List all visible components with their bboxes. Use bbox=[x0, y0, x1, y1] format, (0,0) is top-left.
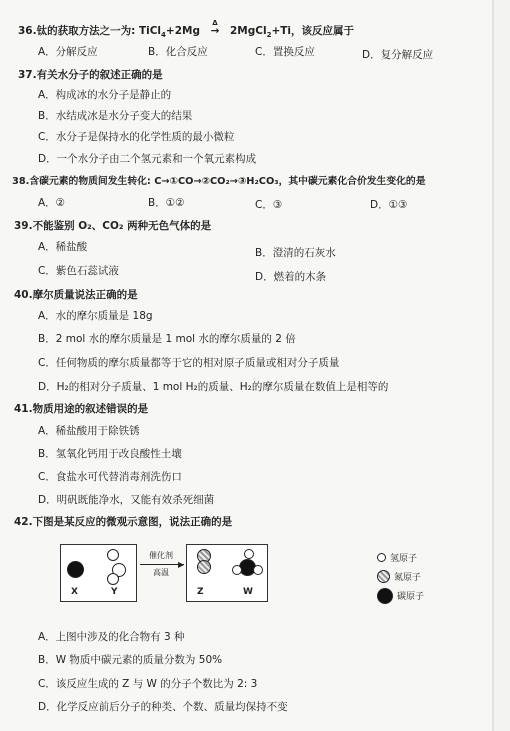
q39-option-c: C．紫色石蕊试液 bbox=[38, 265, 119, 277]
q40-stem: 40.摩尔质量说法正确的是 bbox=[14, 289, 138, 301]
nitrogen-atom-icon bbox=[377, 570, 390, 583]
hydrogen-atom-icon bbox=[377, 553, 386, 562]
reaction-diagram bbox=[60, 538, 350, 608]
q36-stem: 36.钛的获取方法之一为: TiCl$_4$+2Mg Δ → 2MgCl$_2$+Ti，该反应属于 bbox=[18, 19, 354, 40]
q40-option-b: B．2 mol 水的摩尔质量是 1 mol 水的摩尔质量的 2 倍 bbox=[38, 333, 296, 345]
label-x: X bbox=[71, 587, 78, 597]
q38-option-c: C．③ bbox=[255, 199, 283, 211]
q41-option-a: A．稀盐酸用于除铁锈 bbox=[38, 425, 140, 437]
q42-option-c: C．该反应生成的 Z 与 W 的分子个数比为 2: 3 bbox=[38, 678, 258, 690]
q38-option-d: D．①③ bbox=[370, 199, 408, 211]
q42-option-d: D．化学反应前后分子的种类、个数、质量均保持不变 bbox=[38, 701, 288, 713]
q42-option-a: A．上图中涉及的化合物有 3 种 bbox=[38, 631, 185, 643]
legend-nitrogen: 氮原子 bbox=[377, 567, 424, 586]
q38-option-b: B．①② bbox=[148, 197, 185, 209]
q37-option-d: D．一个水分子由二个氢元素和一个氧元素构成 bbox=[38, 153, 257, 165]
q42-option-b: B．W 物质中碳元素的质量分数为 50% bbox=[38, 654, 223, 666]
q37-option-c: C．水分子是保持水的化学性质的最小微粒 bbox=[38, 131, 235, 143]
nitrogen-atom bbox=[197, 560, 211, 574]
q37-option-a: A．构成冰的水分子是静止的 bbox=[38, 89, 172, 101]
hydrogen-atom bbox=[107, 573, 119, 585]
label-z: Z bbox=[197, 587, 204, 597]
q39-option-b: B．澄清的石灰水 bbox=[255, 247, 336, 259]
q36-option-c: C．置换反应 bbox=[255, 46, 315, 58]
q37-stem: 37.有关水分子的叙述正确的是 bbox=[18, 69, 163, 81]
q39-stem: 39.不能鉴别 O₂、CO₂ 两种无色气体的是 bbox=[14, 220, 212, 232]
hydrogen-atom bbox=[107, 549, 119, 561]
q39-option-d: D．燃着的木条 bbox=[255, 271, 327, 283]
q40-option-d: D．H₂的相对分子质量、1 mol H₂的质量、H₂的摩尔质量在数值上是相等的 bbox=[38, 381, 389, 393]
q41-option-b: B．氢氧化钙用于改良酸性土壤 bbox=[38, 448, 182, 460]
legend-hydrogen: 氢原子 bbox=[377, 548, 424, 567]
carbon-atom-icon bbox=[377, 588, 393, 604]
label-y: Y bbox=[111, 587, 118, 597]
label-w: W bbox=[243, 587, 253, 597]
hydrogen-atom bbox=[244, 549, 254, 559]
q38-stem: 38.含碳元素的物质间发生转化: C→①CO→②CO₂→③H₂CO₃，其中碳元素化合价发生变化的是 bbox=[12, 176, 426, 187]
condition-label: 高温 bbox=[153, 568, 169, 577]
hydrogen-atom bbox=[253, 565, 263, 575]
q36-option-b: B．化合反应 bbox=[148, 46, 208, 58]
carbon-atom bbox=[67, 561, 84, 578]
q41-stem: 41.物质用途的叙述错误的是 bbox=[14, 403, 149, 415]
q42-stem: 42.下图是某反应的微观示意图，说法正确的是 bbox=[14, 516, 233, 528]
legend-carbon: 碳原子 bbox=[377, 586, 424, 605]
q36-option-d: D．复分解反应 bbox=[362, 49, 434, 61]
q41-option-c: C．食盐水可代替消毒剂洗伤口 bbox=[38, 471, 182, 483]
reactant-box bbox=[60, 544, 137, 602]
atom-legend bbox=[377, 548, 424, 605]
q40-option-c: C．任何物质的摩尔质量都等于它的相对原子质量或相对分子质量 bbox=[38, 357, 340, 369]
product-box bbox=[186, 544, 268, 602]
q41-option-d: D．明矾既能净水，又能有效杀死细菌 bbox=[38, 494, 215, 506]
reaction-arrow: Δ → bbox=[210, 19, 220, 37]
catalyst-label: 催化剂 bbox=[149, 551, 173, 560]
q37-option-b: B．水结成冰是水分子变大的结果 bbox=[38, 110, 193, 122]
q40-option-a: A．水的摩尔质量是 18g bbox=[38, 310, 153, 322]
hydrogen-atom bbox=[232, 565, 242, 575]
q36-option-a: A．分解反应 bbox=[38, 46, 98, 58]
arrow-head: ▶ bbox=[178, 560, 185, 569]
q39-option-a: A．稀盐酸 bbox=[38, 241, 88, 253]
q38-option-a: A．② bbox=[38, 197, 66, 209]
